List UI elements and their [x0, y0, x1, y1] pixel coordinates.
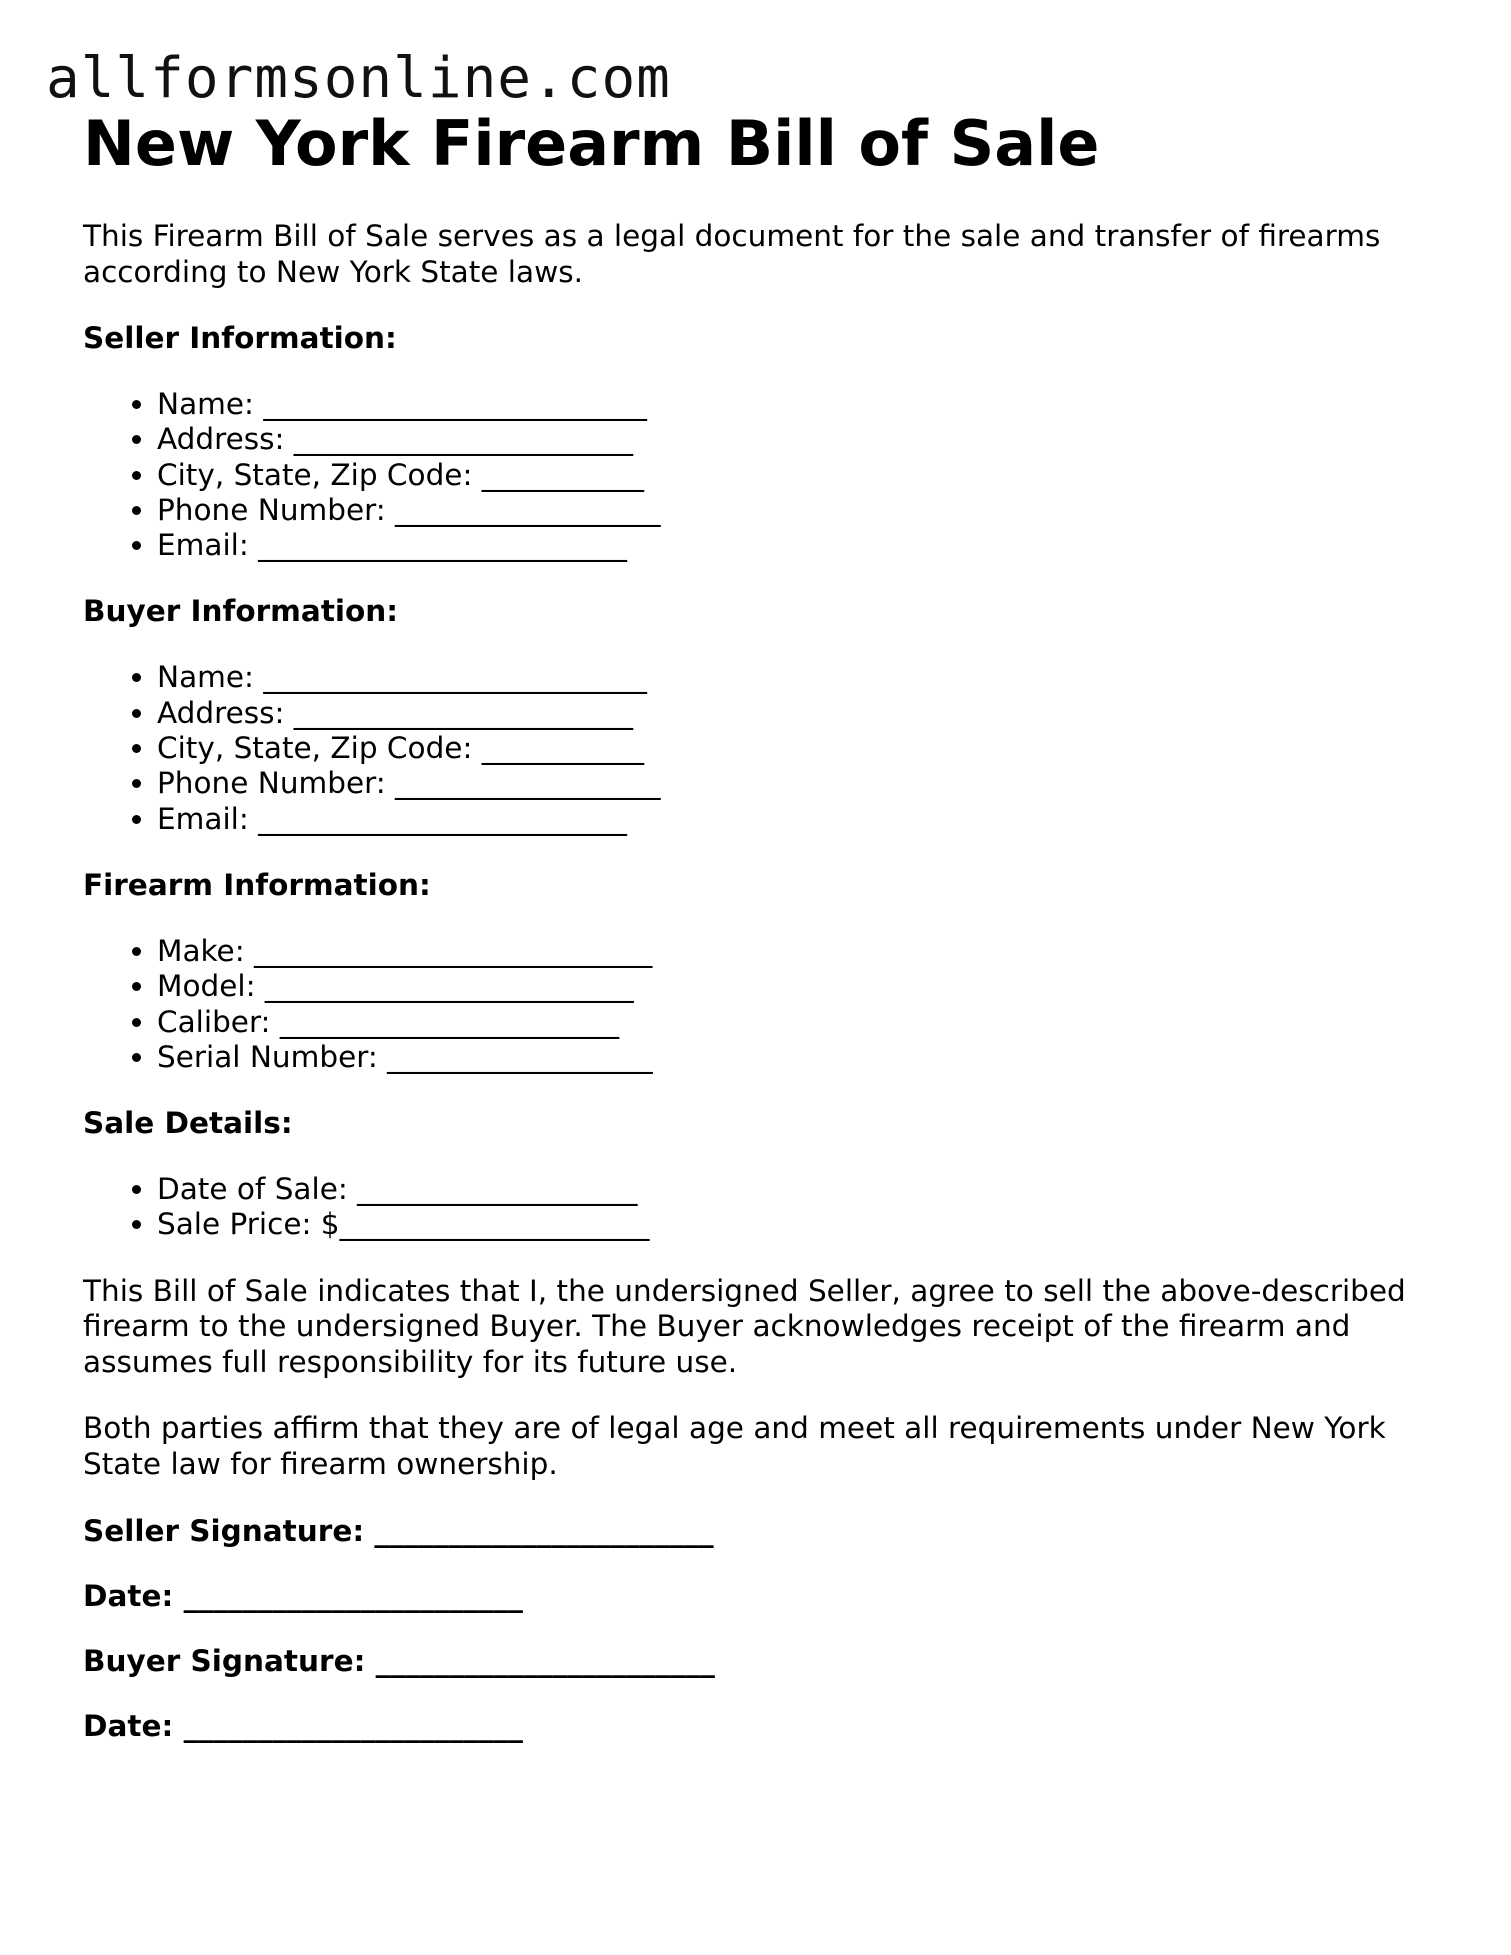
buyer-address-field: • Address: _______________________: [157, 696, 1423, 731]
sale-date-field: • Date of Sale: ___________________: [157, 1172, 1423, 1207]
seller-field-list: [83, 387, 1423, 563]
seller-date-line: Date: _______________________: [83, 1579, 523, 1614]
buyer-date-line: Date: _______________________: [83, 1709, 523, 1744]
document-title: New York Firearm Bill of Sale: [83, 107, 1100, 180]
sale-price-field: • Sale Price: $_____________________: [157, 1207, 1423, 1242]
firearm-serial-number-field: • Serial Number: __________________: [157, 1040, 1423, 1075]
firearm-make-field: • Make: ___________________________: [157, 934, 1423, 969]
seller-signature-line: Seller Signature: _______________________: [83, 1514, 714, 1549]
buyer-section-heading: Buyer Information:: [83, 594, 399, 629]
document-page: [83, 106, 1423, 1744]
seller-name-field: • Name: __________________________: [157, 387, 1423, 422]
site-watermark: allformsonline.com: [46, 46, 671, 111]
buyer-field-list: [83, 660, 1423, 836]
seller-email-field: • Email: _________________________: [157, 528, 1423, 563]
buyer-email-field: • Email: _________________________: [157, 802, 1423, 837]
firearm-model-field: • Model: _________________________: [157, 969, 1423, 1004]
buyer-phone-field: • Phone Number: __________________: [157, 766, 1423, 801]
seller-address-field: • Address: _______________________: [157, 422, 1423, 457]
firearm-section-heading: Firearm Information:: [83, 867, 431, 902]
intro-paragraph: This Firearm Bill of Sale serves as a legal document for the sale and transfer of firearms according to New York State laws.: [83, 219, 1381, 289]
seller-section-heading: Seller Information:: [83, 321, 397, 355]
buyer-city-state-zip-field: • City, State, Zip Code: ___________: [157, 731, 1423, 766]
sale-section-heading: Sale Details:: [83, 1106, 293, 1141]
firearm-caliber-field: • Caliber: _______________________: [157, 1005, 1423, 1040]
sale-field-list: [83, 1172, 1423, 1243]
firearm-field-list: [83, 934, 1423, 1075]
sale-statement-paragraph: This Bill of Sale indicates that I, the undersigned Seller, agree to sell the above-described firearm to the undersigned Buyer. The Buyer acknowledges receipt of the firearm and assumes full responsibility for its future use.: [83, 1273, 1406, 1379]
seller-phone-field: • Phone Number: __________________: [157, 493, 1423, 528]
seller-city-state-zip-field: • City, State, Zip Code: ___________: [157, 458, 1423, 493]
affirmation-paragraph: Both parties affirm that they are of legal age and meet all requirements under New York State law for firearm ownership.: [83, 1411, 1386, 1481]
buyer-signature-line: Buyer Signature: _______________________: [83, 1644, 715, 1679]
buyer-name-field: • Name: __________________________: [157, 660, 1423, 695]
